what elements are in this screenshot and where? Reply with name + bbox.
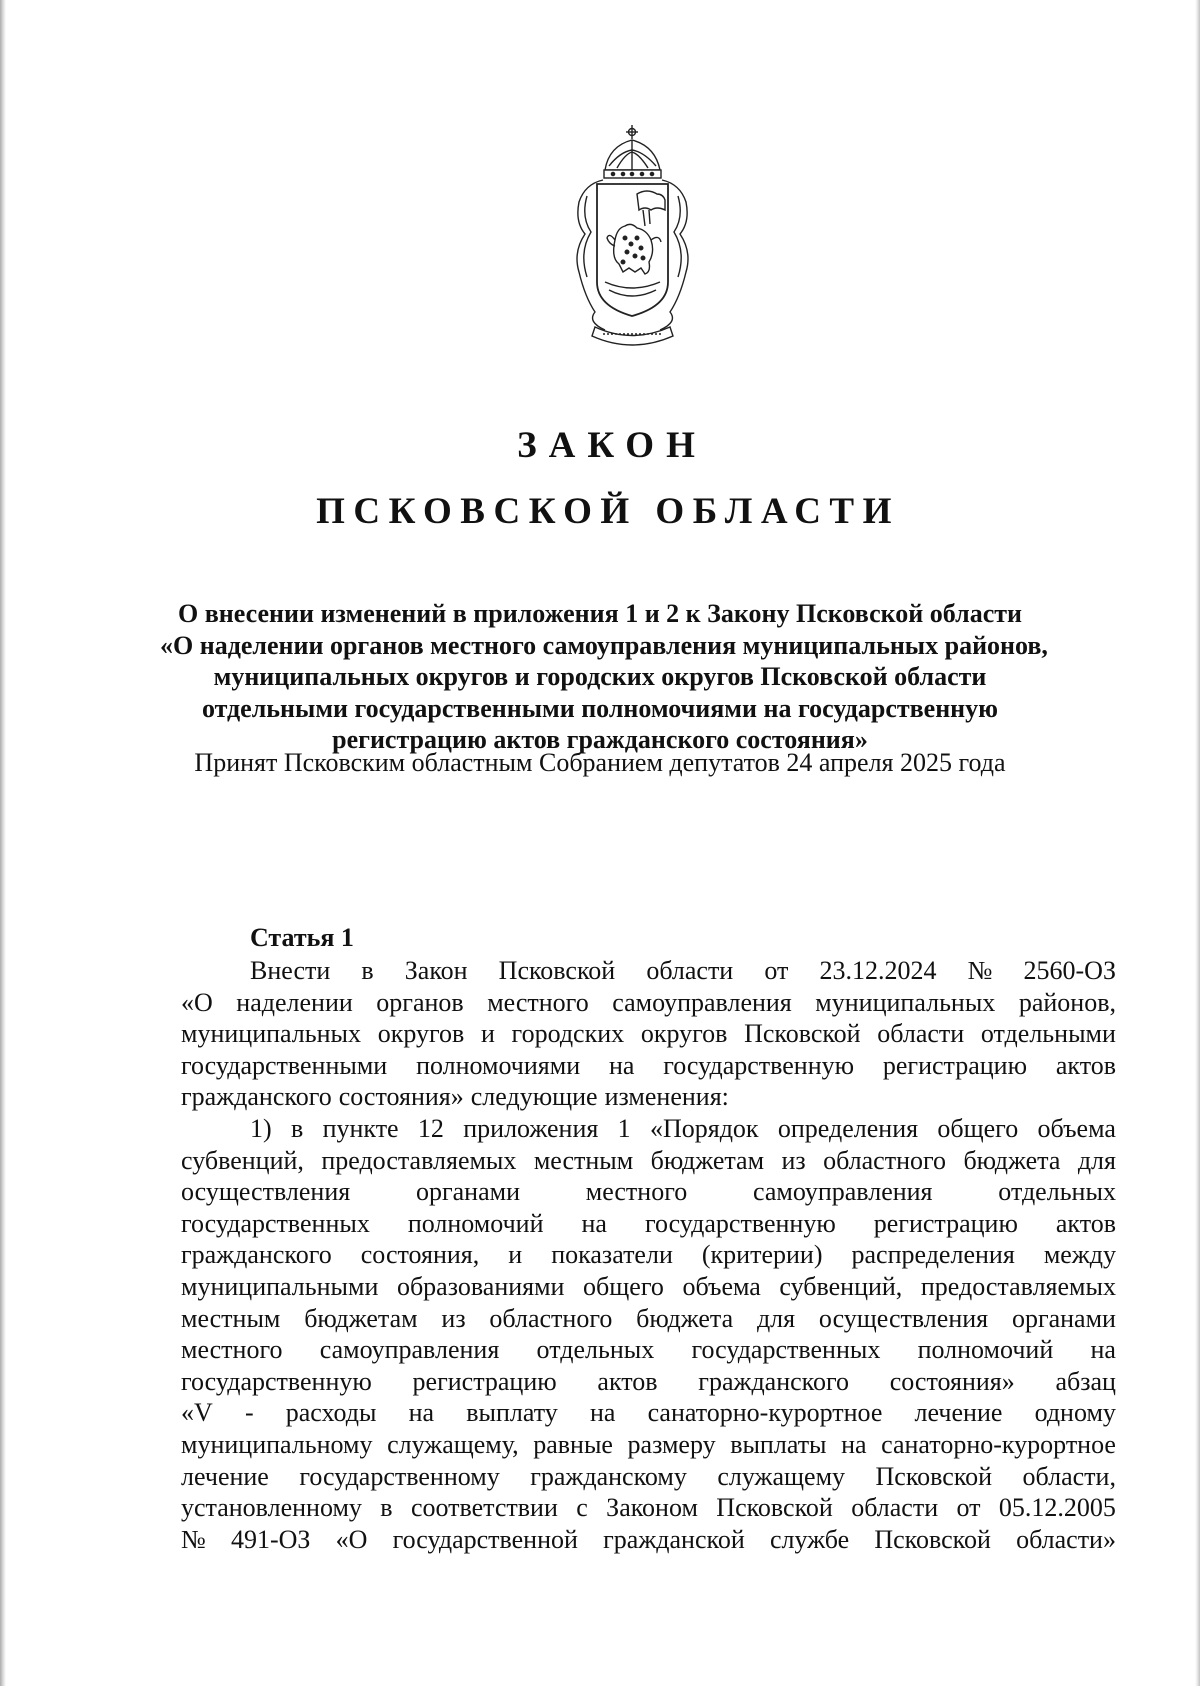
body-word: государственному [299,1461,500,1491]
body-line [181,987,1116,1019]
body-word: санаторно-курортное [647,1398,883,1428]
body-word: области [851,1493,939,1523]
body-word: государственными [181,1050,388,1080]
body-word: в [380,1493,393,1523]
body-word: № [181,1524,206,1554]
body-word: и [508,1240,523,1270]
body-word: в [290,1113,304,1143]
body-word: из [781,1145,806,1175]
body-word: общего [583,1271,664,1301]
body-word: полномочий [407,1208,544,1238]
body-word: санаторно-курортное [881,1429,1116,1459]
body-word: самоуправления [612,987,792,1017]
body-word: приложения [463,1113,599,1143]
body-word: распределения [851,1240,1015,1270]
body-word: состояния» [338,1082,464,1112]
body-word: регистрацию [873,1208,1018,1238]
body-word: бюджетам [304,1303,418,1333]
body-word: области [877,1019,965,1049]
heading-line: отдельными государственными полномочиями на государственную [201,693,999,723]
body-word: бюджета [963,1145,1061,1175]
body-word: отдельными [980,1019,1116,1049]
heading-line: муниципальных округов и городских округов Псковской области [213,662,987,691]
body-word: 23.12.2024 [819,956,937,985]
body-word: органами [1011,1303,1116,1333]
body-word: гражданскому [530,1461,687,1491]
body-word: равные [533,1429,613,1459]
body-word: для [756,1303,796,1333]
article-heading: Статья 1 [250,923,354,952]
body-word: следующие [470,1082,598,1112]
body-word: «О [335,1524,368,1554]
body-word: Псковской [744,1019,861,1049]
body-word: районов, [1018,987,1116,1017]
body-word: установленному [181,1493,362,1523]
body-word: от [956,1493,981,1523]
body-word: актов [597,1366,658,1396]
body-word: одному [1034,1398,1116,1428]
body-line [181,1176,1116,1208]
body-word: 12 [417,1113,444,1143]
body-word: гражданского [698,1366,849,1396]
crown-icon [604,125,661,178]
body-word: государственных [181,1208,370,1238]
document-subtitle: ПСКОВСКОЙ ОБЛАСТИ [316,491,900,532]
body-word: округов [377,1019,465,1049]
body-word: осуществления [181,1177,351,1207]
body-word: из [441,1303,466,1333]
body-word: состояния» [889,1366,1015,1396]
body-word: областного [489,1303,613,1333]
body-word: показатели [551,1240,673,1270]
body-word: на [589,1398,616,1428]
body-line [181,1429,1116,1461]
body-word: объема [1037,1113,1116,1143]
law-heading [160,598,1048,756]
scan-edge-right [1195,0,1200,1686]
body-word: «О [181,987,213,1017]
body-word: лечение [914,1398,1003,1428]
document-title: ЗАКОН [517,425,707,466]
body-word: субвенций, [181,1145,304,1175]
body-word: соответствии [410,1493,558,1523]
body-word: самоуправления [752,1177,933,1207]
body-word: состояния, [360,1240,480,1270]
body-line [181,1461,1116,1493]
body-line [181,1208,1116,1240]
body-word: на [408,1398,435,1428]
body-word: на [608,1050,635,1080]
body-word: предоставляемых [321,1145,517,1175]
body-word: актов [1055,1208,1116,1238]
body-word: Псковской [716,1493,833,1523]
body-word: муниципальному [181,1429,373,1459]
body-word: актов [1055,1050,1116,1080]
body-word: с [576,1493,588,1523]
body-word: 1) [250,1113,272,1143]
body-word: субвенций, [779,1271,903,1301]
body-word: службе [769,1524,850,1554]
body-word: местного [487,987,589,1017]
body-word: полномочий [917,1335,1054,1365]
body-word: образованиями [396,1271,565,1301]
body-word: и [480,1019,495,1049]
body-word: бюджета [636,1303,734,1333]
body-word: муниципальных [815,987,996,1017]
body-word: областного [823,1145,947,1175]
body-word: осуществления [818,1303,989,1333]
article-body [181,955,1116,1555]
body-word: государственной [392,1524,578,1554]
body-line [181,1050,1116,1082]
body-word: определения [777,1113,919,1143]
body-line [181,1113,1116,1145]
body-line [181,1145,1116,1177]
body-word: пункте [322,1113,399,1143]
body-word: области» [1016,1524,1116,1554]
body-word: Псковской [874,1524,991,1554]
heading-line: регистрацию актов гражданского состояния» [332,725,868,754]
body-word: местным [181,1303,281,1333]
body-word: № [967,956,993,985]
body-word: муниципальными [181,1271,379,1301]
body-word: лечение [181,1461,269,1491]
body-word: служащему [717,1461,846,1491]
body-word: «Порядок [649,1113,759,1143]
body-word: Законом [606,1493,698,1523]
body-word: округов [640,1019,728,1049]
body-word: области [646,956,734,985]
body-word: Псковской [875,1461,993,1491]
body-word: 05.12.2005 [998,1493,1116,1523]
body-word: выплаты [730,1429,827,1459]
body-line [181,1366,1116,1398]
body-word: на [1090,1335,1116,1365]
body-word: регистрацию [882,1050,1028,1080]
body-word: Псковской [498,956,616,985]
body-word: полномочиями [416,1050,581,1080]
body-line [181,955,1116,987]
body-word: местного [181,1335,283,1365]
heading-line: «О наделении органов местного самоуправления муниципальных районов, [160,630,1048,660]
body-line [181,1334,1116,1366]
body-word: расходы [285,1398,377,1428]
body-line [181,1018,1116,1050]
body-word: самоуправления [319,1335,500,1365]
body-word: государственную [663,1050,855,1080]
body-word: - [244,1398,254,1428]
body-word: городских [511,1019,625,1049]
body-word: 1 [617,1113,631,1143]
body-word: органов [376,987,464,1017]
body-word: гражданской [603,1524,745,1554]
heading-line: О внесении изменений в приложения 1 и 2 к Закону Псковской области [178,599,1022,628]
body-line [181,1081,1116,1113]
body-line [181,1492,1116,1524]
body-word: Закон [404,956,468,985]
body-word: гражданского [181,1240,332,1270]
body-word: от [764,956,789,985]
body-word: между [1043,1240,1116,1270]
body-word: в [361,956,374,985]
body-word: общего [937,1113,1019,1143]
body-line [181,1239,1116,1271]
body-word: отдельных [536,1335,655,1365]
body-word: местным [533,1145,634,1175]
body-word: для [1077,1145,1116,1175]
body-word: (критерии) [701,1240,823,1270]
body-word: выплату [466,1398,558,1428]
body-line [181,1524,1116,1556]
body-word: изменения: [604,1082,729,1112]
body-word: «V [181,1398,213,1428]
body-word: Внести [250,956,331,985]
body-word: предоставляемых [920,1271,1116,1301]
scan-edge-left [0,0,6,1686]
body-word: регистрацию [412,1366,557,1396]
body-word: служащему, [387,1429,519,1459]
body-word: объема [682,1271,761,1301]
body-word: бюджетам [650,1145,765,1175]
body-word: государственную [644,1208,836,1238]
body-word: отдельных [998,1177,1116,1207]
body-word: размеру [627,1429,716,1459]
body-word: органами [415,1177,520,1207]
body-word: государственную [181,1366,372,1396]
coat-of-arms-emblem [565,122,700,362]
body-word: области, [1022,1461,1116,1491]
body-line [181,1397,1116,1429]
body-word: на [581,1208,607,1238]
adoption-statement: Принят Псковским областным Собранием депутатов 24 апреля 2025 года [194,748,1006,777]
body-word: на [841,1429,867,1459]
body-word: гражданского [181,1082,332,1112]
body-line [181,1271,1116,1303]
body-word: муниципальных [181,1019,362,1049]
body-line [181,1303,1116,1335]
body-word: 491-ОЗ [231,1524,311,1554]
body-word: местного [585,1177,688,1207]
body-word: 2560-ОЗ [1023,956,1116,985]
body-word: государственных [691,1335,881,1365]
body-word: наделении [236,987,353,1017]
body-word: абзац [1055,1366,1116,1396]
